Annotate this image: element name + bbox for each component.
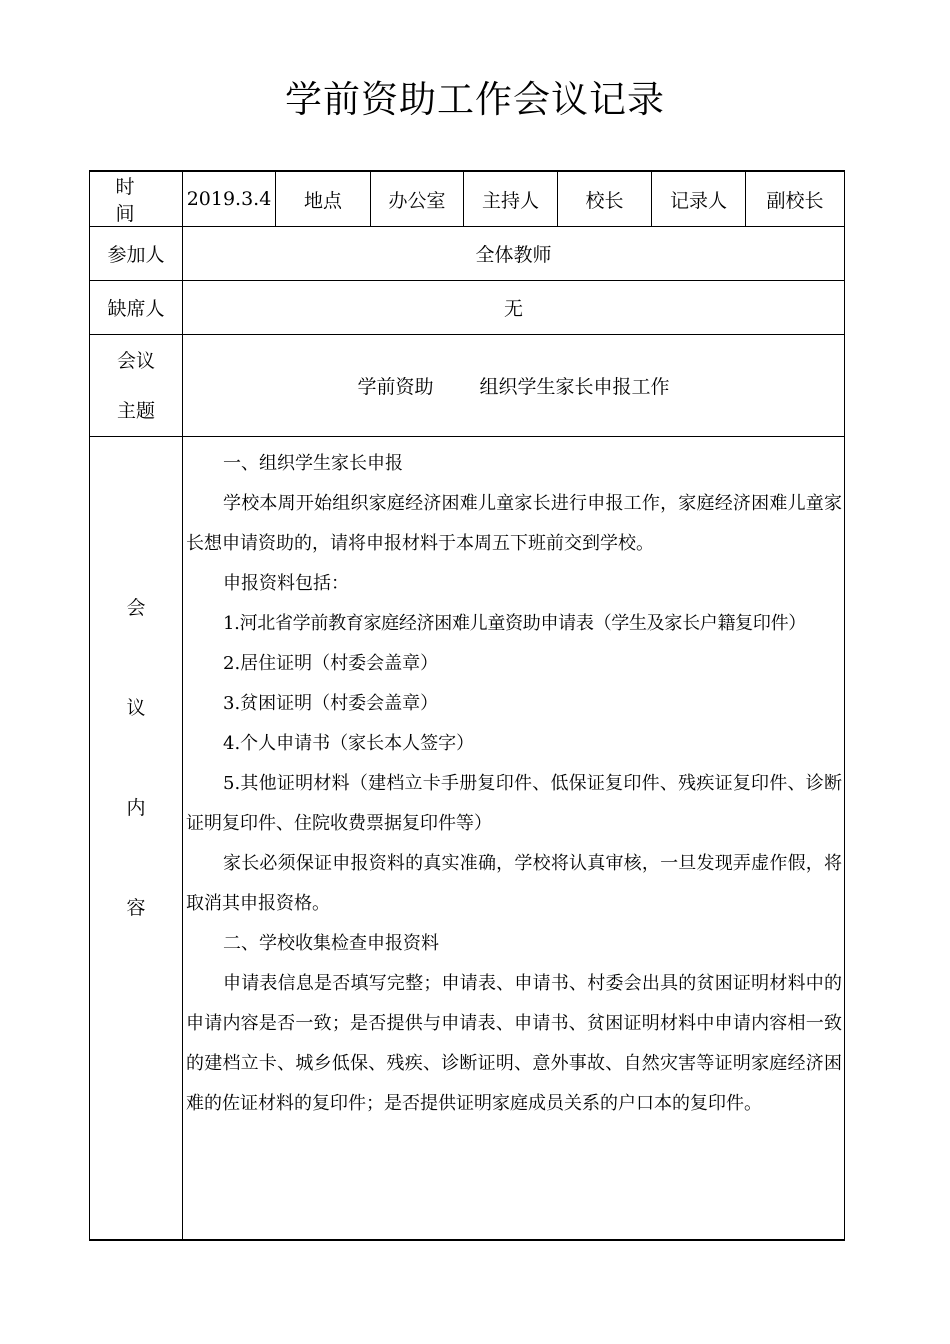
attendees-label: 参加人 [90,227,183,281]
section-heading: 二、学校收集检查申报资料 [223,933,439,954]
topic-label-line2: 主题 [116,399,155,422]
time-label: 时 间 [90,171,183,227]
topic-label-line1: 会议 [116,349,155,372]
attendees-row [90,227,845,281]
place-value: 办公室 [371,171,464,227]
content-label-char: 内 [126,797,146,819]
content-body [183,437,845,1241]
place-label: 地点 [276,171,371,227]
recorder-value: 副校长 [746,171,845,227]
absent-label: 缺席人 [90,281,183,335]
meeting-record-table [89,170,845,1241]
paragraph: 家长必须保证申报资料的真实准确，学校将认真审核，一旦发现弄虚作假，将取消其申报资格。 [186,853,842,914]
content-label-char: 议 [126,697,146,719]
recorder-label: 记录人 [652,171,746,227]
topic-part1: 学前资助 [357,376,434,398]
header-row [90,171,845,227]
topic-label [90,335,183,437]
list-item: 1.河北省学前教育家庭经济困难儿童资助申请表（学生及家长户籍复印件） [223,613,806,634]
attendees-value: 全体教师 [183,227,845,281]
paragraph: 申报资料包括： [223,573,349,594]
host-value: 校长 [558,171,652,227]
time-value: 2019.3.4 [183,171,276,227]
host-label: 主持人 [464,171,558,227]
topic-part2: 组织学生家长申报工作 [479,376,670,398]
list-item: 5.其他证明材料（建档立卡手册复印件、低保证复印件、残疾证复印件、诊断证明复印件、住院收费票据复印件等） [186,773,842,834]
paragraph: 申请表信息是否填写完整；申请表、申请书、村委会出具的贫困证明材料中的申请内容是否一致；是否提供与申请表、申请书、贫困证明材料中申请内容相一致的建档立卡、城乡低保、残疾、诊断证明、意外事故、自然灾害等证明家庭经济困难的佐证材料的复印件；是否提供证明家庭成员关系的户口本的复印件。 [186,973,842,1114]
content-label-char: 会 [126,597,146,619]
list-item: 4.个人申请书（家长本人签字） [223,733,475,754]
topic-row [90,335,845,437]
content-label [90,437,183,1241]
absent-row [90,281,845,335]
content-label-char: 容 [126,897,146,919]
section-heading: 一、组织学生家长申报 [223,453,403,474]
absent-value: 无 [183,281,845,335]
topic-value [183,335,845,437]
page-title: 学前资助工作会议记录 [285,78,665,121]
paragraph: 学校本周开始组织家庭经济困难儿童家长进行申报工作，家庭经济困难儿童家长想申请资助的，请将申报材料于本周五下班前交到学校。 [186,493,842,554]
list-item: 2.居住证明（村委会盖章） [223,653,439,674]
list-item: 3.贫困证明（村委会盖章） [223,693,439,714]
content-row [90,437,845,1241]
